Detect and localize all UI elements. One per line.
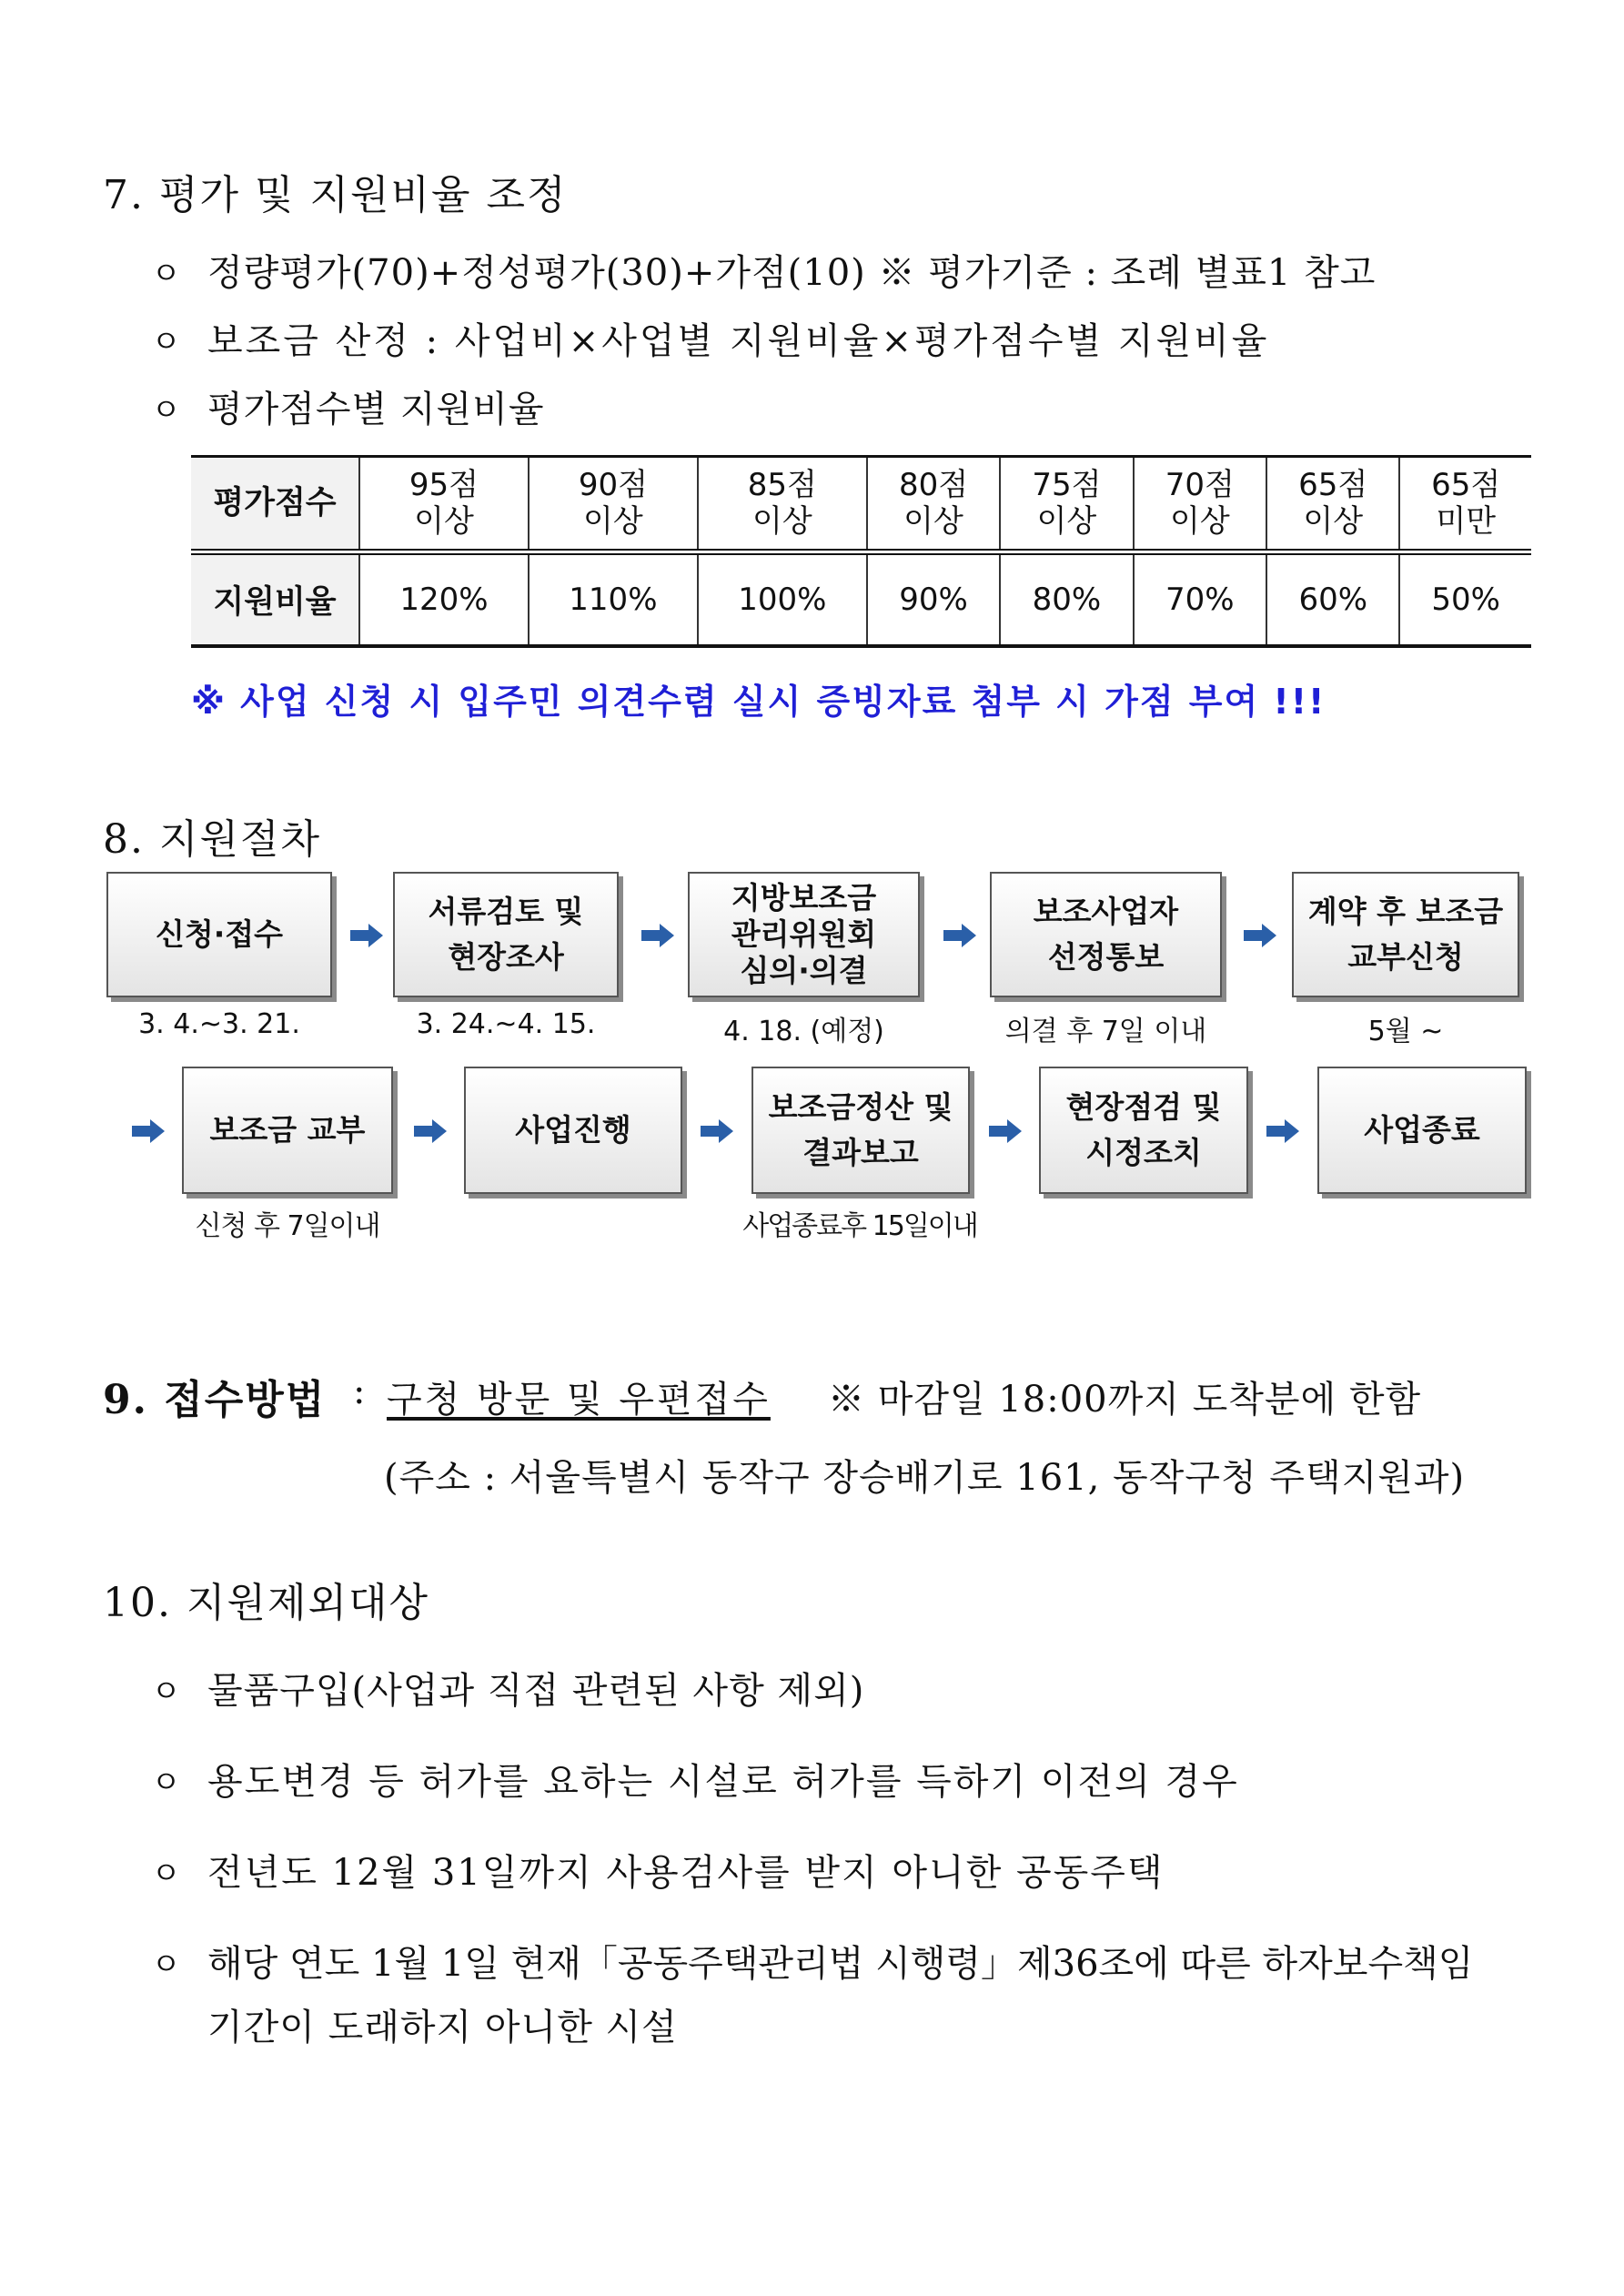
arrow-right-icon [1266, 1119, 1299, 1143]
bullet-icon: ㅇ [151, 324, 181, 360]
section-7-title: 7. 평가 및 지원비율 조정 [103, 172, 568, 218]
score-cell: 75점 이상 [1000, 458, 1133, 549]
flow-step-committee: 지방보조금 관리위원회 심의·의결 [688, 872, 920, 997]
section-8-title: 8. 지원절차 [103, 816, 321, 863]
section-7-item-1: 정량평가(70)+정성평가(30)+가점(10) ※ 평가기준 : 조례 별표1 참고 [207, 252, 1377, 294]
section-9-method: 구청 방문 및 우편접수 [387, 1379, 771, 1421]
rate-cell: 50% [1399, 555, 1531, 644]
table-row-rates [191, 555, 1531, 644]
arrow-right-icon [414, 1119, 447, 1143]
flow-step-completion: 사업종료 [1317, 1067, 1527, 1194]
table-header-rate: 지원비율 [191, 555, 359, 644]
section-10-item-4-continued: 기간이 도래하지 아니한 시설 [207, 2007, 678, 2048]
score-cell: 70점 이상 [1134, 458, 1266, 549]
rate-cell: 80% [1000, 555, 1133, 644]
flow-step-notification: 보조사업자 선정통보 [990, 872, 1222, 997]
section-7-item-3: 평가점수별 지원비율 [207, 389, 545, 430]
section-9-note: ※ 마감일 18:00까지 도착분에 한함 [828, 1379, 1422, 1421]
table-row-scores [191, 458, 1531, 549]
score-cell: 65점 미만 [1399, 458, 1531, 549]
section-10-title: 10. 지원제외대상 [103, 1580, 429, 1626]
section-9-address: (주소 : 서울특별시 동작구 장승배기로 161, 동작구청 주택지원과) [384, 1457, 1466, 1499]
flow-date: 3. 24.~4. 15. [416, 1008, 596, 1040]
table-middle-double-rule [191, 549, 1531, 555]
flow-date: 사업종료후 15일이내 [742, 1210, 977, 1242]
rate-cell: 60% [1266, 555, 1399, 644]
section-10-item-4: 해당 연도 1월 1일 현재「공동주택관리법 시행령」제36조에 따른 하자보수책임 [207, 1943, 1474, 1985]
flow-step-progress: 사업진행 [464, 1067, 682, 1194]
bullet-icon: ㅇ [151, 1765, 181, 1801]
rate-cell: 120% [359, 555, 529, 644]
bullet-icon: ㅇ [151, 1856, 181, 1892]
bullet-icon: ㅇ [151, 1674, 181, 1710]
section-9-separator: : [353, 1371, 367, 1412]
section-7-item-2: 보조금 산정 : 사업비×사업별 지원비율×평가점수별 지원비율 [207, 320, 1270, 362]
flow-date: 3. 4.~3. 21. [138, 1008, 300, 1040]
score-cell: 90점 이상 [529, 458, 698, 549]
section-9-title: 9. 접수방법 [103, 1377, 327, 1423]
flow-date: 4. 18. (예정) [723, 1016, 884, 1047]
flow-date: 신청 후 7일이내 [195, 1210, 380, 1242]
score-cell: 80점 이상 [867, 458, 1000, 549]
bullet-icon: ㅇ [151, 392, 181, 429]
arrow-right-icon [943, 924, 976, 947]
rate-cell: 100% [698, 555, 867, 644]
flow-date: 5월 ~ [1367, 1016, 1444, 1047]
score-cell: 65점 이상 [1266, 458, 1399, 549]
score-cell: 85점 이상 [698, 458, 867, 549]
bonus-notice: ※ 사업 신청 시 입주민 의견수렴 실시 증빙자료 첨부 시 가점 부여 !!! [191, 682, 1326, 722]
flow-date: 의결 후 7일 이내 [1004, 1016, 1207, 1047]
section-10-item-2: 용도변경 등 허가를 요하는 시설로 허가를 득하기 이전의 경우 [207, 1761, 1239, 1803]
flow-step-application: 신청·접수 [106, 872, 332, 997]
arrow-right-icon [1244, 924, 1276, 947]
bullet-icon: ㅇ [151, 256, 181, 292]
section-10-item-3: 전년도 12월 31일까지 사용검사를 받지 아니한 공동주택 [207, 1852, 1165, 1894]
flow-step-review: 서류검토 및 현장조사 [393, 872, 619, 997]
rate-cell: 90% [867, 555, 1000, 644]
flow-step-settlement: 보조금정산 및 결과보고 [751, 1067, 970, 1194]
rate-cell: 70% [1134, 555, 1266, 644]
arrow-right-icon [350, 924, 383, 947]
arrow-right-icon [641, 924, 674, 947]
table-bottom-rule [191, 644, 1531, 648]
rate-cell: 110% [529, 555, 698, 644]
flow-step-contract: 계약 후 보조금 교부신청 [1292, 872, 1519, 997]
flow-step-grant: 보조금 교부 [182, 1067, 393, 1194]
flow-step-inspection: 현장점검 및 시정조치 [1039, 1067, 1248, 1194]
arrow-right-icon [132, 1119, 165, 1143]
table-header-score: 평가점수 [191, 458, 359, 549]
arrow-right-icon [701, 1119, 733, 1143]
score-cell: 95점 이상 [359, 458, 529, 549]
bullet-icon: ㅇ [151, 1947, 181, 1983]
arrow-right-icon [989, 1119, 1022, 1143]
section-10-item-1: 물품구입(사업과 직접 관련된 사항 제외) [207, 1670, 865, 1712]
